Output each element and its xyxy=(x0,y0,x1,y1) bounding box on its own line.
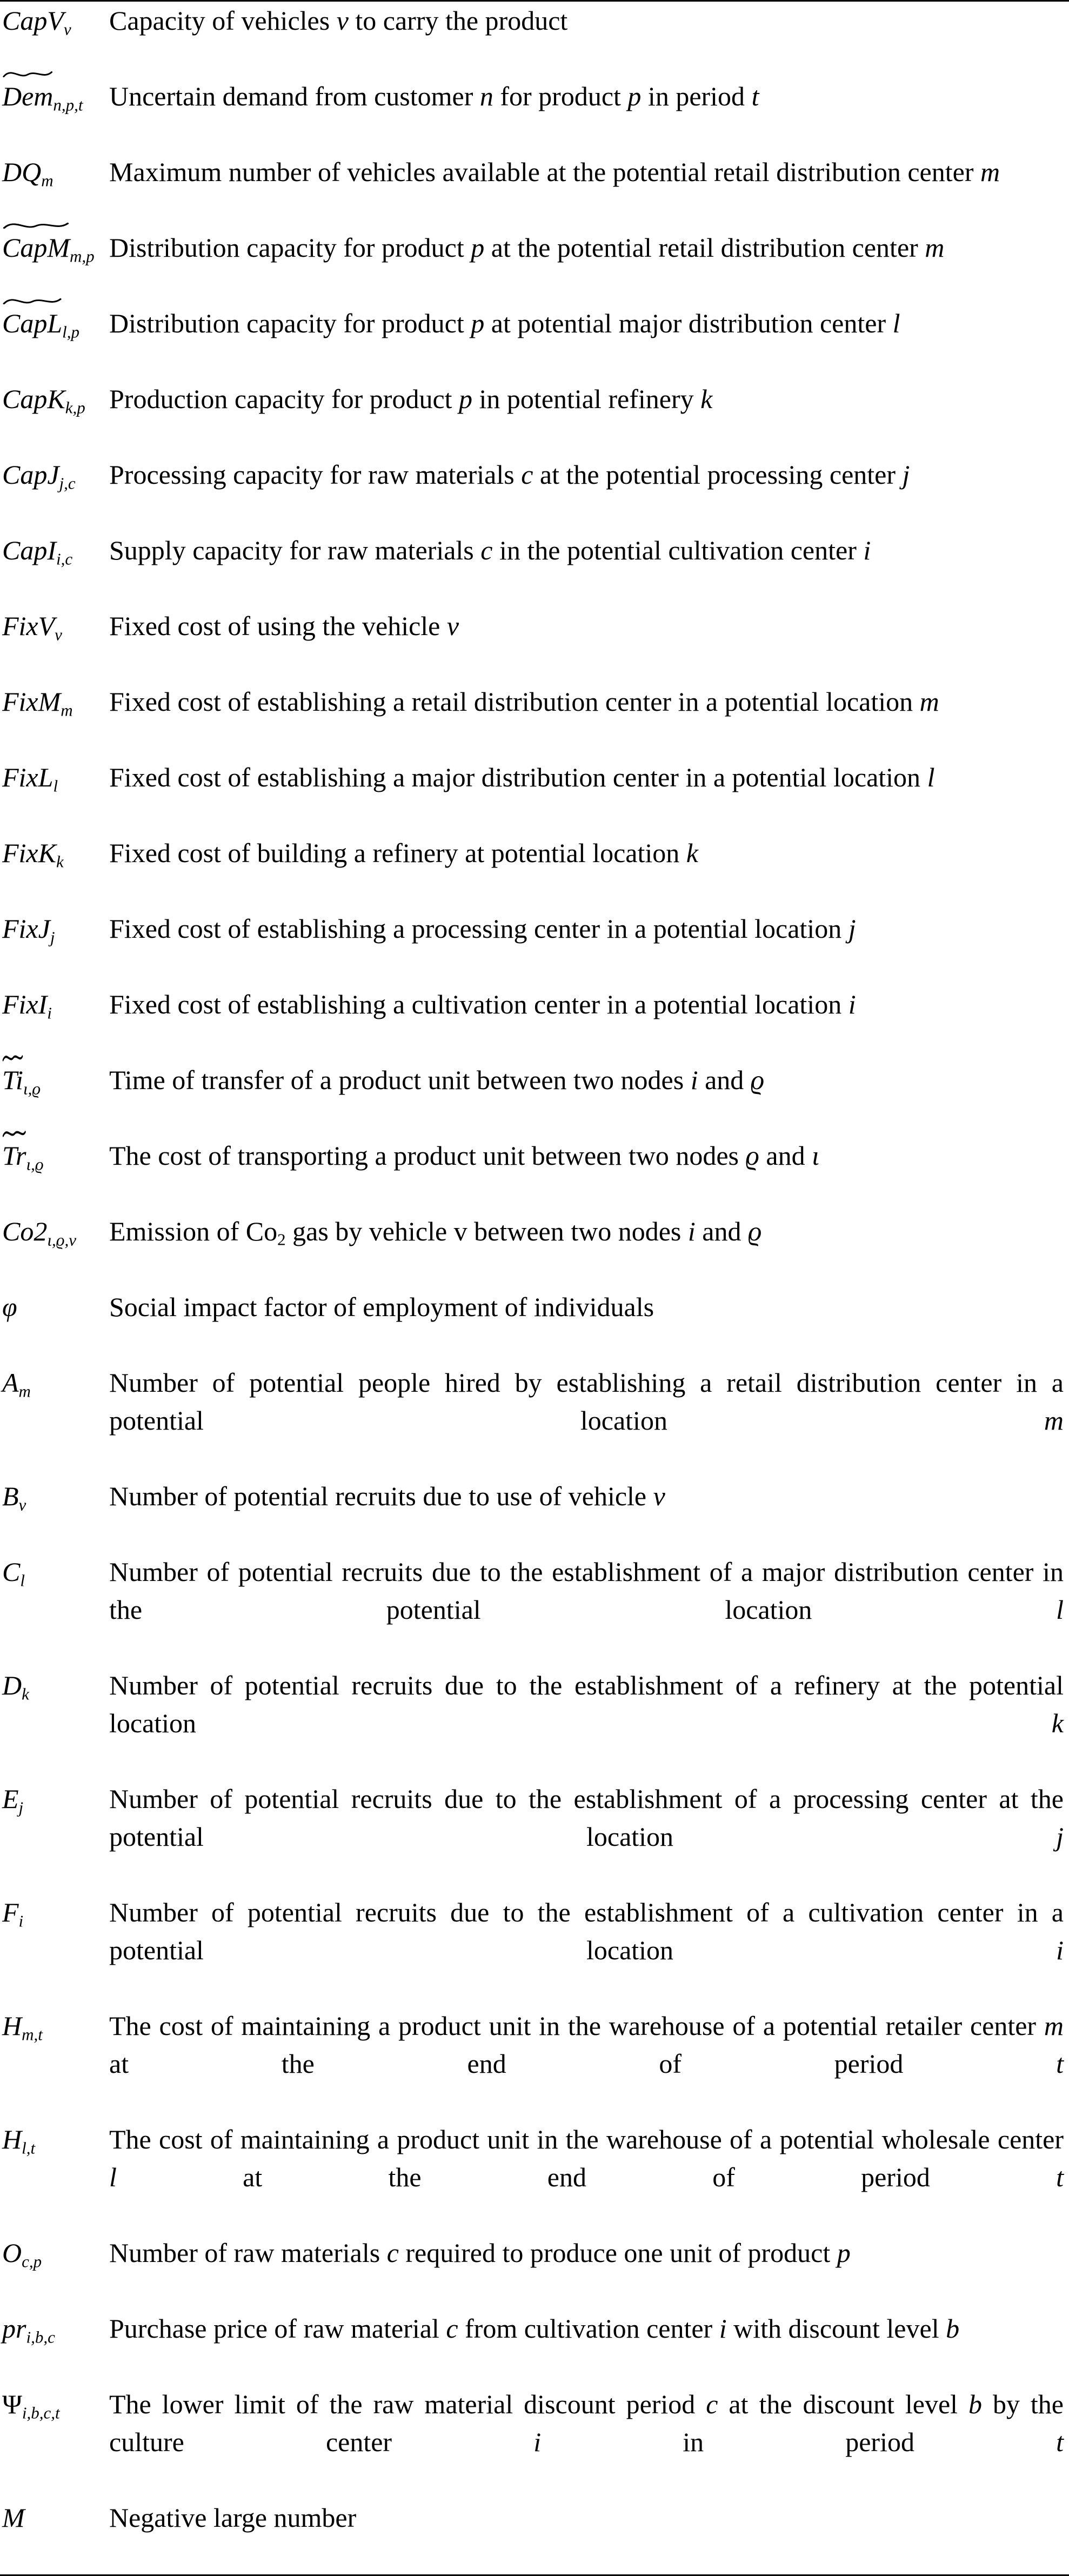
symbol-cell-a-m xyxy=(0,1364,109,1477)
symbol-cap-m: CapM$_{m,p}$ xyxy=(2,229,95,266)
description-fix-v: Fixed cost of using the vehicle v xyxy=(109,611,459,641)
description-tr: The cost of transporting a product unit between two nodes ϱ and ι xyxy=(109,1140,819,1171)
symbol-cell-m-big xyxy=(0,2499,109,2574)
symbol-cell-pr xyxy=(0,2310,109,2385)
table-row xyxy=(0,2007,1069,2120)
description-pr: Purchase price of raw material c from cultivation center i with discount level b xyxy=(109,2313,960,2344)
description-cell-fix-i xyxy=(109,985,1069,1061)
symbol-cell-fix-k xyxy=(0,834,109,910)
description-o-c-p: Number of raw materials c required to produce one unit of product p xyxy=(109,2238,851,2268)
description-ti: Time of transfer of a product unit between two nodes i and ϱ xyxy=(109,1065,765,1095)
table-row xyxy=(0,1893,1069,2007)
table-row xyxy=(0,2120,1069,2234)
symbol-cap-l: CapL$_{l,p}$ xyxy=(2,304,79,342)
description-cell-cap-v xyxy=(109,2,1069,77)
description-cell-cap-i xyxy=(109,531,1069,607)
description-h-l-t: The cost of maintaining a product unit in the warehouse of a potential wholesale center l at the end of period t xyxy=(109,2124,1064,2192)
tilde-accent-group: Ti xyxy=(2,1061,23,1099)
symbol-fix-l: FixL$_l$ xyxy=(2,762,58,796)
description-h-m-t: The cost of maintaining a product unit in the warehouse of a potential retailer center m at the end of period t xyxy=(109,2011,1064,2079)
symbol-cell-dq xyxy=(0,153,109,229)
symbol-h-l-t: $H_{l,t}$ xyxy=(2,2124,36,2158)
table-row xyxy=(0,531,1069,607)
description-fix-k: Fixed cost of building a refinery at potential location k xyxy=(109,838,698,868)
description-cell-cap-j xyxy=(109,456,1069,531)
symbol-cap-k: CapK$_{k,p}$ xyxy=(2,384,85,417)
symbol-cell-cap-l xyxy=(0,304,109,380)
table-row xyxy=(0,683,1069,758)
symbol-cell-tr xyxy=(0,1137,109,1212)
description-cell-d-k xyxy=(109,1666,1069,1780)
table-row xyxy=(0,456,1069,531)
description-cell-phi xyxy=(109,1288,1069,1364)
table-row xyxy=(0,380,1069,456)
description-cap-k: Production capacity for product p in potential refinery k xyxy=(109,384,713,414)
description-fix-j: Fixed cost of establishing a processing center in a potential location j xyxy=(109,913,856,944)
description-cap-i: Supply capacity for raw materials c in the potential cultivation center i xyxy=(109,535,871,565)
description-co2: Emission of $Co_2$ gas by vehicle v between two nodes i and ϱ xyxy=(109,1216,762,1249)
description-fix-m: Fixed cost of establishing a retail distribution center in a potential location m xyxy=(109,686,939,717)
description-cap-v: Capacity of vehicles v to carry the product xyxy=(109,5,568,36)
symbol-cap-j: CapJ$_{j,c}$ xyxy=(2,459,76,493)
table-row xyxy=(0,153,1069,229)
symbol-cell-fix-j xyxy=(0,910,109,985)
symbol-cell-d-k xyxy=(0,1666,109,1780)
description-cell-fix-v xyxy=(109,607,1069,683)
symbol-cell-h-l-t xyxy=(0,2120,109,2234)
symbol-cell-co2 xyxy=(0,1212,109,1288)
description-dem: Uncertain demand from customer n for product p in period t xyxy=(109,81,759,111)
table-row xyxy=(0,1364,1069,1477)
table-row xyxy=(0,1137,1069,1212)
symbol-fix-v: FixV$_v$ xyxy=(2,611,62,644)
description-cell-psi xyxy=(109,2385,1069,2499)
symbol-e-j: $E_j$ xyxy=(2,1784,24,1817)
description-cell-fix-j xyxy=(109,910,1069,985)
symbol-cell-h-m-t xyxy=(0,2007,109,2120)
description-cell-h-m-t xyxy=(109,2007,1069,2120)
description-cell-cap-k xyxy=(109,380,1069,456)
symbol-cap-v: CapV$_v$ xyxy=(2,5,71,39)
description-cell-dq xyxy=(109,153,1069,229)
table-row xyxy=(0,2499,1069,2574)
symbol-m-big: M xyxy=(2,2502,25,2533)
description-e-j: Number of potential recruits due to the establishment of a processing center at the potential location j xyxy=(109,1784,1064,1852)
nomenclature-body xyxy=(0,2,1069,2574)
table-row xyxy=(0,985,1069,1061)
table-row xyxy=(0,2310,1069,2385)
description-fix-i: Fixed cost of establishing a cultivation center in a potential location i xyxy=(109,989,856,1019)
table-row xyxy=(0,834,1069,910)
description-cap-j: Processing capacity for raw materials c at the potential processing center j xyxy=(109,459,910,490)
table-row xyxy=(0,910,1069,985)
table-row xyxy=(0,1477,1069,1553)
table-row xyxy=(0,304,1069,380)
table-row xyxy=(0,1666,1069,1780)
symbol-cell-psi xyxy=(0,2385,109,2499)
symbol-c-l: $C_l$ xyxy=(2,1557,25,1590)
symbol-cell-fix-l xyxy=(0,758,109,834)
symbol-h-m-t: $H_{m,t}$ xyxy=(2,2011,43,2044)
description-cell-e-j xyxy=(109,1780,1069,1893)
symbol-co2: $Co2_{\iota,ϱ,v}$ xyxy=(2,1216,76,1250)
symbol-fix-k: FixK$_k$ xyxy=(2,838,64,871)
symbol-cell-fix-i xyxy=(0,985,109,1061)
symbol-dem: Dem$_{n,p,t}$ xyxy=(2,77,83,115)
symbol-cell-fix-v xyxy=(0,607,109,683)
nomenclature-table xyxy=(0,2,1069,2574)
description-cell-tr xyxy=(109,1137,1069,1212)
symbol-tr: $Tr_{\iota,ϱ}$ xyxy=(2,1137,44,1174)
table-row xyxy=(0,2,1069,77)
table-row xyxy=(0,607,1069,683)
symbol-cell-b-v xyxy=(0,1477,109,1553)
symbol-fix-j: FixJ$_j$ xyxy=(2,913,55,947)
description-dq: Maximum number of vehicles available at the potential retail distribution center m xyxy=(109,157,1000,187)
symbol-cell-ti xyxy=(0,1061,109,1137)
symbol-b-v: $B_v$ xyxy=(2,1481,26,1514)
symbol-pr: $pr_{i,b,c}$ xyxy=(2,2313,55,2347)
symbol-dq: $DQ_m$ xyxy=(2,157,54,190)
table-row xyxy=(0,229,1069,304)
symbol-ti: $Ti_{\iota,ϱ}$ xyxy=(2,1061,41,1099)
description-cell-b-v xyxy=(109,1477,1069,1553)
symbol-cell-cap-j xyxy=(0,456,109,531)
description-cell-pr xyxy=(109,2310,1069,2385)
table-row xyxy=(0,1553,1069,1666)
description-cell-fix-m xyxy=(109,683,1069,758)
description-cell-o-c-p xyxy=(109,2234,1069,2310)
description-cell-fix-k xyxy=(109,834,1069,910)
description-cap-l: Distribution capacity for product p at potential major distribution center l xyxy=(109,308,900,338)
table-row xyxy=(0,758,1069,834)
table-row xyxy=(0,2385,1069,2499)
table-row xyxy=(0,77,1069,153)
description-phi: Social impact factor of employment of individuals xyxy=(109,1292,654,1322)
description-cap-m: Distribution capacity for product p at the potential retail distribution center m xyxy=(109,232,945,263)
symbol-phi: φ xyxy=(2,1292,17,1322)
symbol-cell-cap-v xyxy=(0,2,109,77)
table-row xyxy=(0,2234,1069,2310)
description-cell-h-l-t xyxy=(109,2120,1069,2234)
description-cell-a-m xyxy=(109,1364,1069,1477)
description-cell-f-i xyxy=(109,1893,1069,2007)
table-row xyxy=(0,1061,1069,1137)
table-row xyxy=(0,1212,1069,1288)
description-m-big: Negative large number xyxy=(109,2502,357,2533)
tilde-accent-group: Tr xyxy=(2,1137,26,1174)
table-row xyxy=(0,1780,1069,1893)
description-cell-co2 xyxy=(109,1212,1069,1288)
description-cell-cap-m xyxy=(109,229,1069,304)
symbol-o-c-p: $O_{c,p}$ xyxy=(2,2238,42,2271)
table-row xyxy=(0,1288,1069,1364)
symbol-cell-cap-m xyxy=(0,229,109,304)
symbol-cell-e-j xyxy=(0,1780,109,1893)
symbol-cell-o-c-p xyxy=(0,2234,109,2310)
symbol-cell-c-l xyxy=(0,1553,109,1666)
symbol-cell-phi xyxy=(0,1288,109,1364)
description-cell-m-big xyxy=(109,2499,1069,2574)
symbol-cap-i: CapI$_{i,c}$ xyxy=(2,535,73,569)
description-b-v: Number of potential recruits due to use of vehicle v xyxy=(109,1481,665,1511)
symbol-f-i: $F_i$ xyxy=(2,1897,24,1931)
symbol-cell-cap-i xyxy=(0,531,109,607)
symbol-cell-dem xyxy=(0,77,109,153)
symbol-fix-i: FixI$_i$ xyxy=(2,989,52,1023)
symbol-psi: $\Psi_{i,b,c,t}$ xyxy=(2,2389,60,2422)
symbol-cell-fix-m xyxy=(0,683,109,758)
tilde-accent-group: CapM xyxy=(2,229,70,266)
description-cell-c-l xyxy=(109,1553,1069,1666)
description-psi: The lower limit of the raw material discount period c at the discount level b by the culture center i in period t xyxy=(109,2389,1064,2457)
description-a-m: Number of potential people hired by establishing a retail distribution center in a potential location m xyxy=(109,1367,1064,1436)
description-fix-l: Fixed cost of establishing a major distribution center in a potential location l xyxy=(109,762,935,792)
symbol-d-k: $D_k$ xyxy=(2,1670,29,1704)
symbol-fix-m: FixM$_m$ xyxy=(2,686,73,720)
description-cell-dem xyxy=(109,77,1069,153)
symbol-cell-cap-k xyxy=(0,380,109,456)
tilde-accent-group: CapL xyxy=(2,304,62,342)
description-f-i: Number of potential recruits due to the establishment of a cultivation center in a potential location i xyxy=(109,1897,1064,1965)
description-d-k: Number of potential recruits due to the establishment of a refinery at the potential location k xyxy=(109,1670,1064,1738)
tilde-accent-group: Dem xyxy=(2,77,53,115)
description-cell-cap-l xyxy=(109,304,1069,380)
symbol-a-m: $A_m$ xyxy=(2,1367,31,1401)
symbol-cell-f-i xyxy=(0,1893,109,2007)
description-cell-ti xyxy=(109,1061,1069,1137)
description-c-l: Number of potential recruits due to the establishment of a major distribution center in the potential location l xyxy=(109,1557,1064,1625)
description-cell-fix-l xyxy=(109,758,1069,834)
